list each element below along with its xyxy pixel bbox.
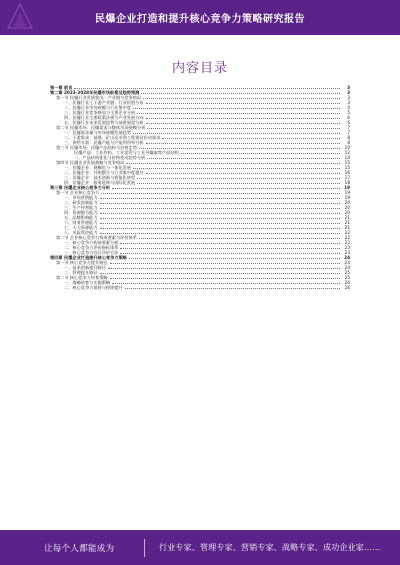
toc-leader-dots	[139, 148, 340, 149]
toc-entry-title: 二、核心竞争力评价指标体系	[64, 245, 119, 250]
toc-entry-title: 一、民爆行业上下游产业链：行业价值分布	[64, 100, 144, 105]
toc-leader-dots	[120, 253, 340, 254]
toc-leader-dots	[139, 238, 340, 239]
toc-entry-page: 3	[347, 95, 350, 100]
toc-entry-page: 6	[347, 120, 350, 125]
toc-entry-page: 24	[344, 255, 350, 260]
toc-entry-title: 一、战略培育与实施策略	[64, 280, 111, 285]
toc-leader-dots	[133, 133, 340, 134]
toc-leader-dots	[129, 258, 340, 259]
toc-leader-dots	[133, 168, 340, 169]
toc-entry-title: 三、生产经营能力	[64, 205, 98, 210]
toc-entry-page: 26	[344, 285, 350, 290]
toc-entry-page: 19	[344, 185, 350, 190]
footer-slogan: 让每个人都能成为	[44, 543, 115, 554]
toc-entry-title: 三、民爆企业：技术创新与智能化转型	[64, 175, 136, 180]
toc-entry-page: 7	[347, 125, 350, 130]
toc-entry-title: 五、民爆行业未来发展趋势与前景展望分析	[64, 120, 144, 125]
toc-entry-title: 二、民爆行业市场规模与行业集中度	[64, 105, 132, 110]
table-of-contents	[50, 85, 350, 290]
toc-entry-page: 23	[344, 245, 350, 250]
toc-leader-dots	[100, 213, 340, 214]
report-title: 民爆企业打造和提升核心竞争力策略研究报告	[95, 14, 305, 25]
toc-entry-title: 五、品牌影响能力	[64, 215, 98, 220]
toc-entry-title: 三、核心竞争力综合评价方法	[64, 250, 119, 255]
toc-entry-title: 一、核心竞争力构成要素分析	[64, 240, 119, 245]
toc-leader-dots	[133, 108, 340, 109]
toc-entry-title: 四、民爆行业主要政策法规与产业发展方向	[64, 115, 144, 120]
toc-entry-title: 第二节 民爆市场：民爆需求与整体市场规模分析	[56, 125, 146, 130]
toc-entry-title: 四、民爆企业：服务延伸与国际化发展	[64, 180, 136, 185]
toc-entry-title: 一、市场营销能力	[64, 195, 98, 200]
toc-entry-page: 22	[344, 235, 350, 240]
toc-entry-title: 第三节 民爆市场：民爆产品结构与价格走势	[56, 145, 137, 150]
header-bar	[0, 0, 400, 35]
toc-leader-dots	[100, 273, 340, 274]
toc-entry-title: 三、民爆行业竞争格局与主要企业分析	[64, 110, 136, 115]
toc-entry-title: 二、民爆企业：并购整合与行业集中度提升	[64, 170, 144, 175]
toc-entry-title: 二、研发创新能力	[64, 200, 98, 205]
toc-entry-page: 18	[344, 180, 350, 185]
toc-entry-title: 第一节 民爆行业发展状况：产业链与竞争格局	[56, 95, 142, 100]
toc-entry-page: 15	[344, 160, 350, 165]
toc-entry-page: 3	[347, 100, 350, 105]
toc-leader-dots	[120, 248, 340, 249]
toc-entry-page: 4	[347, 105, 350, 110]
toc-entry-page: 25	[344, 275, 350, 280]
toc-entry-title: 第一节 核心竞争力提升路径	[56, 260, 108, 265]
toc-leader-dots	[120, 243, 340, 244]
toc-leader-dots	[110, 263, 340, 264]
toc-entry-title: 民爆产品：工业炸药、工业雷管与工业导爆索等产品结构	[74, 150, 179, 155]
footer-tagline: 行业专家、管理专家、营销专家、战略专家、成功企业家……	[159, 543, 381, 552]
toc-leader-dots	[100, 228, 340, 229]
toc-entry-page: 6	[347, 115, 350, 120]
toc-entry-title: 二、下游需求：基建、矿山及水利工程建设拉动需求	[64, 135, 161, 140]
toc-entry-title: 第一节 企业核心竞争力	[56, 190, 100, 195]
toc-leader-dots	[146, 118, 340, 119]
toc-entry-page: 8	[347, 135, 350, 140]
toc-entry-page: 23	[344, 250, 350, 255]
toc-entry-title: 第二节 核心竞争力培育策略	[56, 275, 108, 280]
toc-entry-title: 八、风险管控能力	[64, 230, 98, 235]
toc-entry-title: 二、管理提升路径	[64, 270, 98, 275]
toc-leader-dots	[108, 268, 340, 269]
toc-entry-page: 22	[344, 230, 350, 235]
toc-entry-title: 六、财务管理能力	[64, 220, 98, 225]
toc-entry-page: 3	[347, 90, 350, 95]
toc-leader-dots	[112, 283, 340, 284]
toc-entry-page: 20	[344, 210, 350, 215]
toc-leader-dots	[110, 278, 340, 279]
toc-entry-title: 一、技术创新提升路径	[64, 265, 106, 270]
toc-entry-page: 25	[344, 270, 350, 275]
toc-entry-title: 七、人力资源能力	[64, 225, 98, 230]
toc-entry-page: 21	[344, 225, 350, 230]
toc-leader-dots	[126, 163, 340, 164]
toc-heading: 内容目录	[171, 61, 228, 76]
toc-leader-dots	[146, 173, 340, 174]
toc-entry-title: 第二节 企业核心竞争力构成要素与评价体系	[56, 235, 137, 240]
toc-entry-title: 第一章 前言	[50, 85, 73, 90]
toc-entry-page: 20	[344, 200, 350, 205]
toc-leader-dots	[146, 123, 340, 124]
toc-entry-title: 第四章 民爆企业打造提升核心竞争力策略	[50, 255, 127, 260]
toc-entry-page: 3	[347, 85, 350, 90]
toc-leader-dots	[137, 178, 340, 179]
toc-leader-dots	[147, 128, 340, 129]
toc-leader-dots	[141, 93, 340, 94]
toc-leader-dots	[143, 98, 340, 99]
toc-entry-page: 20	[344, 205, 350, 210]
toc-leader-dots	[137, 183, 340, 184]
toc-leader-dots	[125, 288, 340, 289]
toc-leader-dots	[147, 158, 340, 159]
toc-entry-title: 三、供给方面：民爆产能与产能利用率分析	[64, 140, 144, 145]
toc-entry-page: 21	[344, 215, 350, 220]
emblem-icon	[6, 2, 34, 30]
toc-entry-page: 12	[344, 150, 350, 155]
toc-entry-page: 15	[344, 165, 350, 170]
toc-entry-title: 第二章 2023-2028年民爆市场前景及趋势预测	[50, 90, 140, 95]
toc-entry-page: 26	[344, 280, 350, 285]
toc-entry-title: 四、资源整合能力	[64, 210, 98, 215]
toc-entry-page: 24	[344, 260, 350, 265]
toc-entry-page: 7	[347, 130, 350, 135]
toc-entry-page: 19	[344, 190, 350, 195]
footer-bar	[0, 530, 400, 565]
toc-entry-title: 一、民爆需求量与市场规模发展趋势	[64, 130, 132, 135]
toc-leader-dots	[112, 188, 340, 189]
toc-leader-dots	[137, 113, 340, 114]
toc-leader-dots	[162, 138, 340, 139]
toc-entry-page: 5	[347, 110, 350, 115]
toc-leader-dots	[100, 208, 340, 209]
toc-entry-title: 第三章 民爆企业核心竞争力分析	[50, 185, 111, 190]
toc-leader-dots	[146, 103, 340, 104]
toc-leader-dots	[100, 198, 340, 199]
toc-entry-page: 24	[344, 265, 350, 270]
toc-entry-page: 21	[344, 220, 350, 225]
toc-entry-page: 22	[344, 240, 350, 245]
toc-entry-title: 二、核心竞争力保持与持续提升	[64, 285, 123, 290]
toc-leader-dots	[100, 233, 340, 234]
toc-leader-dots	[181, 153, 340, 154]
toc-leader-dots	[101, 193, 340, 194]
toc-entry-title: 第四节 民爆企业发展战略与竞争格局	[56, 160, 125, 165]
toc-entry-page: 17	[344, 175, 350, 180]
toc-leader-dots	[146, 143, 340, 144]
toc-entry-page: 19	[344, 195, 350, 200]
toc-leader-dots	[100, 223, 340, 224]
toc-leader-dots	[100, 203, 340, 204]
toc-entry-title: 一、产品结构优化与价格变动趋势分析	[74, 155, 146, 160]
toc-entry-page: 10	[344, 145, 350, 150]
toc-entry-page: 14	[344, 155, 350, 160]
footer-divider	[144, 539, 145, 557]
toc-leader-dots	[100, 218, 340, 219]
toc-entry-title: 一、民爆企业：规模化与一体化发展	[64, 165, 132, 170]
toc-entry-page: 16	[344, 170, 350, 175]
toc-entry[interactable]	[50, 285, 350, 290]
toc-entry-page: 8	[347, 140, 350, 145]
toc-leader-dots	[74, 88, 340, 89]
